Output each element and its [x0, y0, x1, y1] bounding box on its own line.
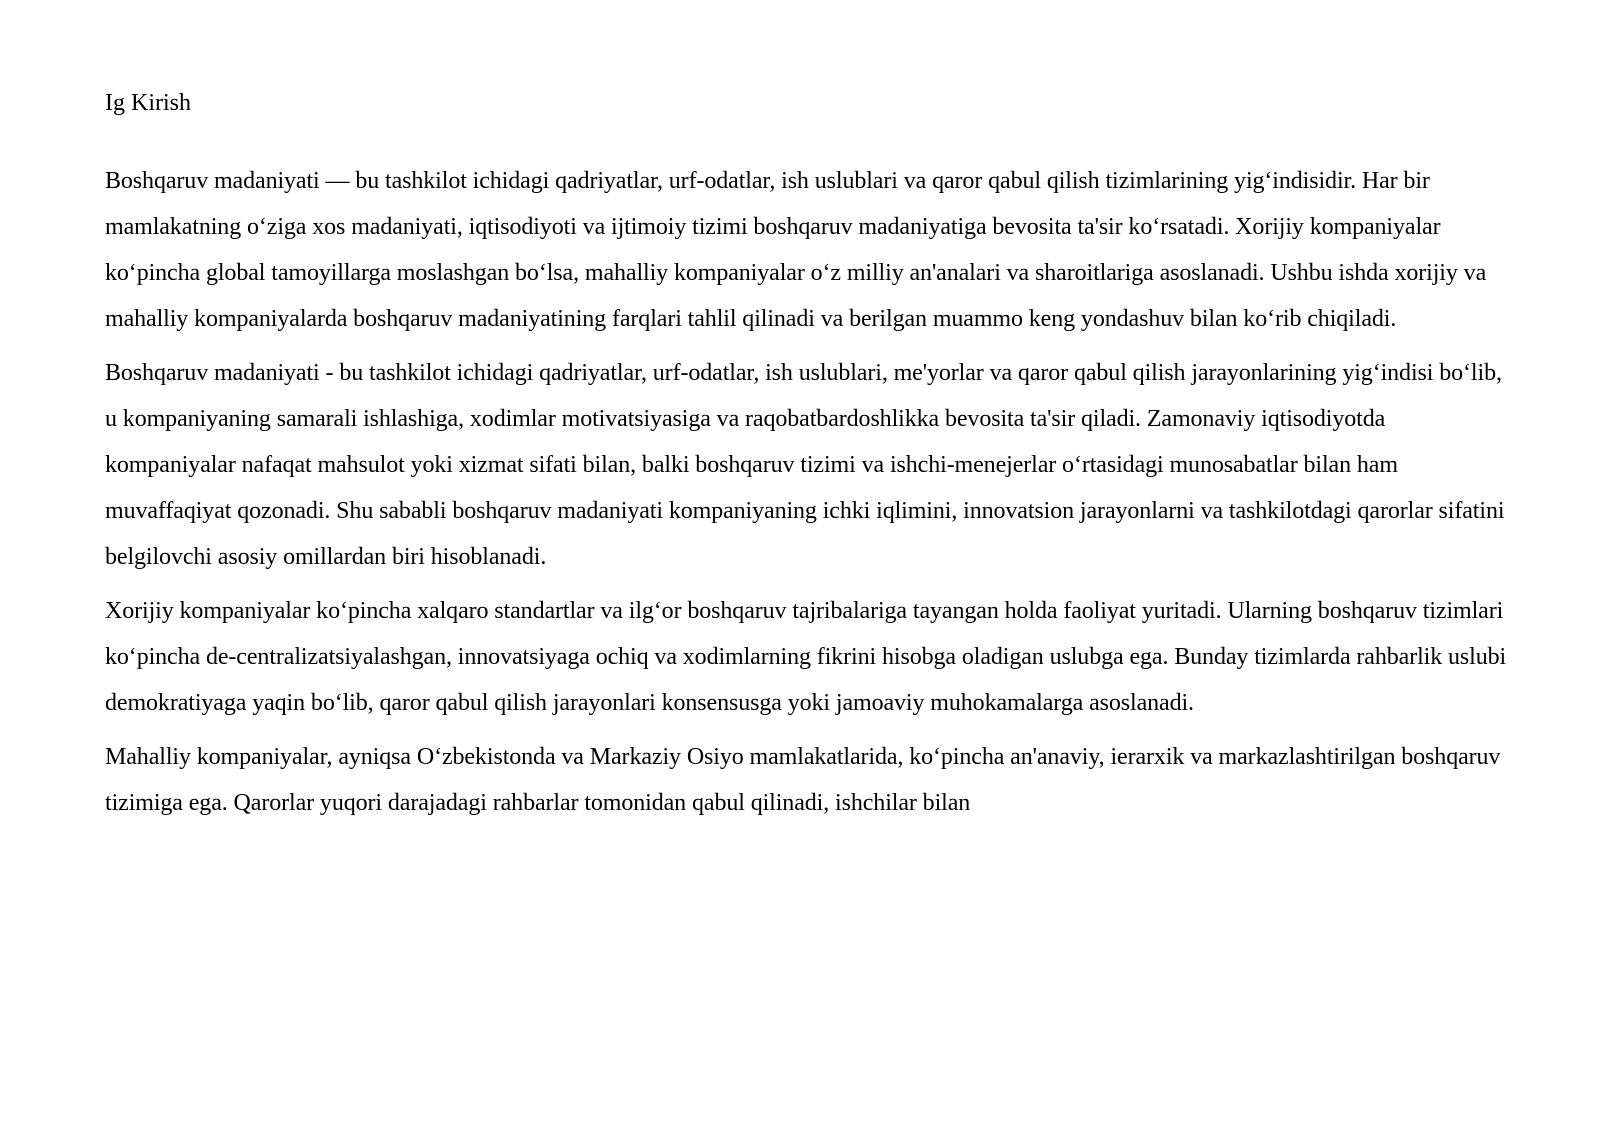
- section-heading: Ig Kirish: [105, 90, 191, 116]
- paragraph-1: Boshqaruv madaniyati — bu tashkilot ichidagi qadriyatlar, urf-odatlar, ish uslublari va qaror qabul qilish tizimlarining yig‘indisidir. Har bir mamlakatning o‘ziga xos madaniyati, iqtisodiyoti va ijtimoiy tizimi boshqaruv madaniyatiga bevosita ta'sir ko‘rsatadi. Xorijiy kompaniyalar ko‘pincha global tamoyillarga moslashgan bo‘lsa, mahalliy kompaniyalar o‘z milliy an'analari va sharoitlariga asoslanadi. Ushbu ishda xorijiy va mahalliy kompaniyalarda boshqaruv madaniyatining farqlari tahlil qilinadi va berilgan muammo keng yondashuv bilan ko‘rib chiqiladi.: [105, 168, 1487, 332]
- paragraph-3: Xorijiy kompaniyalar ko‘pincha xalqaro standartlar va ilg‘or boshqaruv tajribalariga tayangan holda faoliyat yuritadi. Ularning boshqaruv tizimlari ko‘pincha de-centralizatsiyalashgan, innovatsiyaga ochiq va xodimlarning fikrini hisobga oladigan uslubga ega. Bunday tizimlarda rahbarlik uslubi demokratiyaga yaqin bo‘lib, qaror qabul qilish jarayonlari konsensusga yoki jamoaviy muhokamalarga asoslanadi.: [105, 598, 1507, 716]
- paragraph-4: Mahalliy kompaniyalar, ayniqsa O‘zbekistonda va Markaziy Osiyo mamlakatlarida, ko‘pincha an'anaviy, ierarxik va markazlashtirilgan boshqaruv tizimiga ega. Qarorlar yuqori darajadagi rahbarlar tomonidan qabul qilinadi, ishchilar bilan: [105, 744, 1501, 816]
- paragraph-2: Boshqaruv madaniyati - bu tashkilot ichidagi qadriyatlar, urf-odatlar, ish uslublari, me'yorlar va qaror qabul qilish jarayonlarining yig‘indisi bo‘lib, u kompaniyaning samarali ishlashiga, xodimlar motivatsiyasiga va raqobatbardoshlikka bevosita ta'sir qiladi. Zamonaviy iqtisodiyotda kompaniyalar nafaqat mahsulot yoki xizmat sifati bilan, balki boshqaruv tizimi va ishchi-menejerlar o‘rtasidagi munosabatlar bilan ham muvaffaqiyat qozonadi. Shu sababli boshqaruv madaniyati kompaniyaning ichki iqlimini, innovatsion jarayonlarni va tashkilotdagi qarorlar sifatini belgilovchi asosiy omillardan biri hisoblanadi.: [105, 360, 1505, 570]
- document-body: [105, 86, 1510, 834]
